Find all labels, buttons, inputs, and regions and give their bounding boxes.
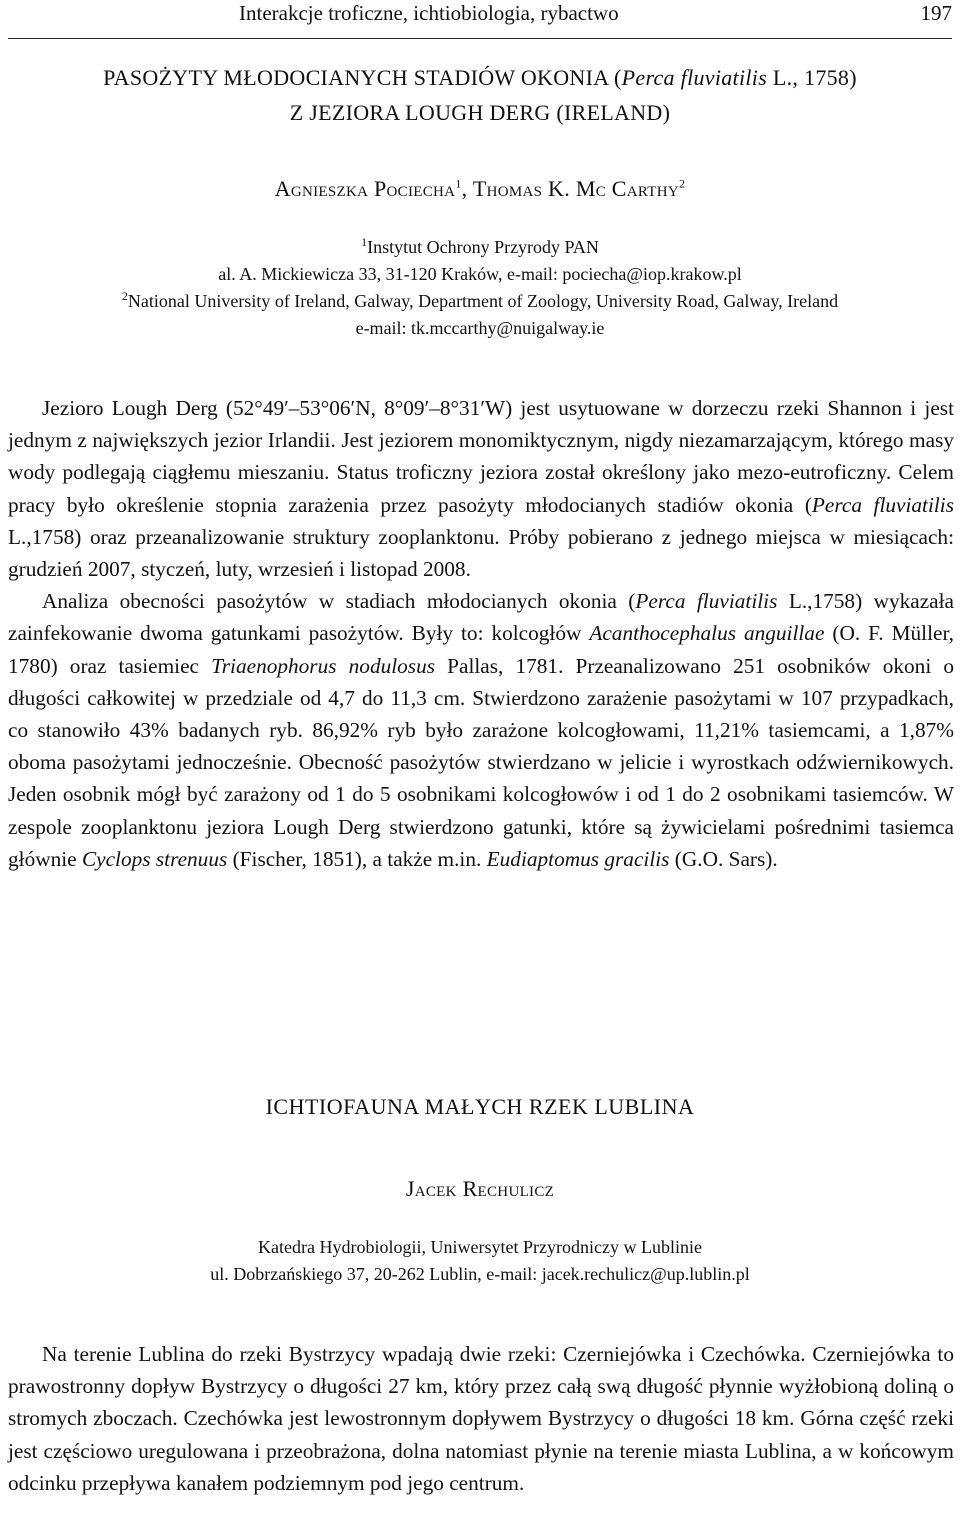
author-mccarthy: Thomas K. Mc Carthy	[472, 176, 680, 201]
affiliation2-line2: e-mail: tk.mccarthy@nuigalway.ie	[355, 318, 605, 338]
article2-abstract	[8, 1338, 954, 1499]
page-number: 197	[920, 1, 952, 25]
running-header	[8, 0, 952, 39]
article1-title-line1: PASOŻYTY MŁODOCIANYCH STADIÓW OKONIA (Perca fluviatilis L., 1758)	[103, 65, 857, 90]
article1-abstract	[8, 392, 954, 875]
affiliation2-line1: $^2$National University of Ireland, Galway, Department of Zoology, University Road, Galway, Ireland	[121, 289, 839, 311]
running-title: Interakcje troficzne, ichtiobiologia, rybactwo	[239, 1, 619, 25]
article2-affiliation-line2: ul. Dobrzańskiego 37, 20-262 Lublin, e-mail: jacek.rechulicz@up.lublin.pl	[210, 1264, 750, 1284]
article1-title	[0, 60, 960, 130]
affiliation1-line2: al. A. Mickiewicza 33, 31-120 Kraków, e-mail: pociecha@iop.krakow.pl	[218, 264, 742, 284]
article2-paragraph1: Na terenie Lublina do rzeki Bystrzycy wpadają dwie rzeki: Czerniejówka i Czechówka. Czerniejówka to prawostronny dopływ Bystrzycy o długości 27 km, który przez całą swą długość płynnie wyżłobioną doliną o stromych zboczach. Czechówka jest lewostronnym dopływem Bystrzycy o długości 18 km. Górna część rzeki jest częściowo uregulowana i przeobrażona, dolna natomiast płynie na terenie miasta Lublina, a w końcowym odcinku przepływa kanałem podziemnym pod jego centrum.	[8, 1342, 954, 1495]
article1-paragraph1: Jezioro Lough Derg (52°49′–53°06′N, 8°09′–8°31′W) jest usytuowane w dorzeczu rzeki Shannon i jest jednym z największych jezior Irlandii. Jest jeziorem monomiktycznym, nigdy niezamarzającym, którego masy wody podlegają ciągłemu mieszaniu. Status troficzny jeziora został określony jako mezo-eutroficzny. Celem pracy było określenie stopnia zarażenia przez pasożyty młodocianych stadiów okonia (Perca fluviatilis L.,1758) oraz przeanalizowanie struktury zooplanktonu. Próby pobierano z jednego miejsca w miesiącach: grudzień 2007, styczeń, luty, wrzesień i listopad 2008.	[8, 396, 954, 582]
article1-paragraph2: Analiza obecności pasożytów w stadiach młodocianych okonia (Perca fluviatilis L.,1758) wykazała zainfekowanie dwoma gatunkami pasożytów. Były to: kolcogłów Acanthocephalus anguillae (O. F. Müller, 1780) oraz tasiemiec Triaenophorus nodulosus Pallas, 1781. Przeanalizowano 251 osobników okoni o długości całkowitej w przedziale od 4,7 do 11,3 cm. Stwierdzono zarażenie pasożytami w 107 przypadkach, co stanowiło 43% badanych ryb. 86,92% ryb było zarażone kolcogłowami, 11,21% tasiemcami, a 1,87% oboma pasożytami jednocześnie. Obecność pasożytów stwierdzano w jelicie i wyrostkach odźwiernikowych. Jeden osobnik mógł być zarażony od 1 do 5 osobnikami kolcogłowów i od 1 do 2 osobnikami tasiemców. W zespole zooplanktonu jeziora Lough Derg stwierdzono gatunki, które są żywicielami pośrednimi tasiemca głównie Cyclops strenuus (Fischer, 1851), a także m.in. Eudiaptomus gracilis (G.O. Sars).	[8, 589, 955, 871]
author-rechulicz: Jacek Rechulicz	[405, 1176, 555, 1201]
affiliation1-line1: $^1$Instytut Ochrony Przyrody PAN	[361, 235, 599, 257]
article1-affiliations	[0, 234, 960, 342]
article1-authors: Agnieszka Pociecha$^1$, Thomas K. Mc Carthy$^2$	[274, 176, 686, 201]
article1-title-line2: Z JEZIORA LOUGH DERG (IRELAND)	[289, 100, 671, 125]
article2-affiliation-line1: Katedra Hydrobiologii, Uniwersytet Przyrodniczy w Lublinie	[258, 1237, 702, 1257]
article2-affiliation	[0, 1234, 960, 1288]
article2-title: ICHTIOFAUNA MAŁYCH RZEK LUBLINA	[265, 1094, 695, 1119]
author-pociecha: Agnieszka Pociecha	[274, 176, 456, 201]
